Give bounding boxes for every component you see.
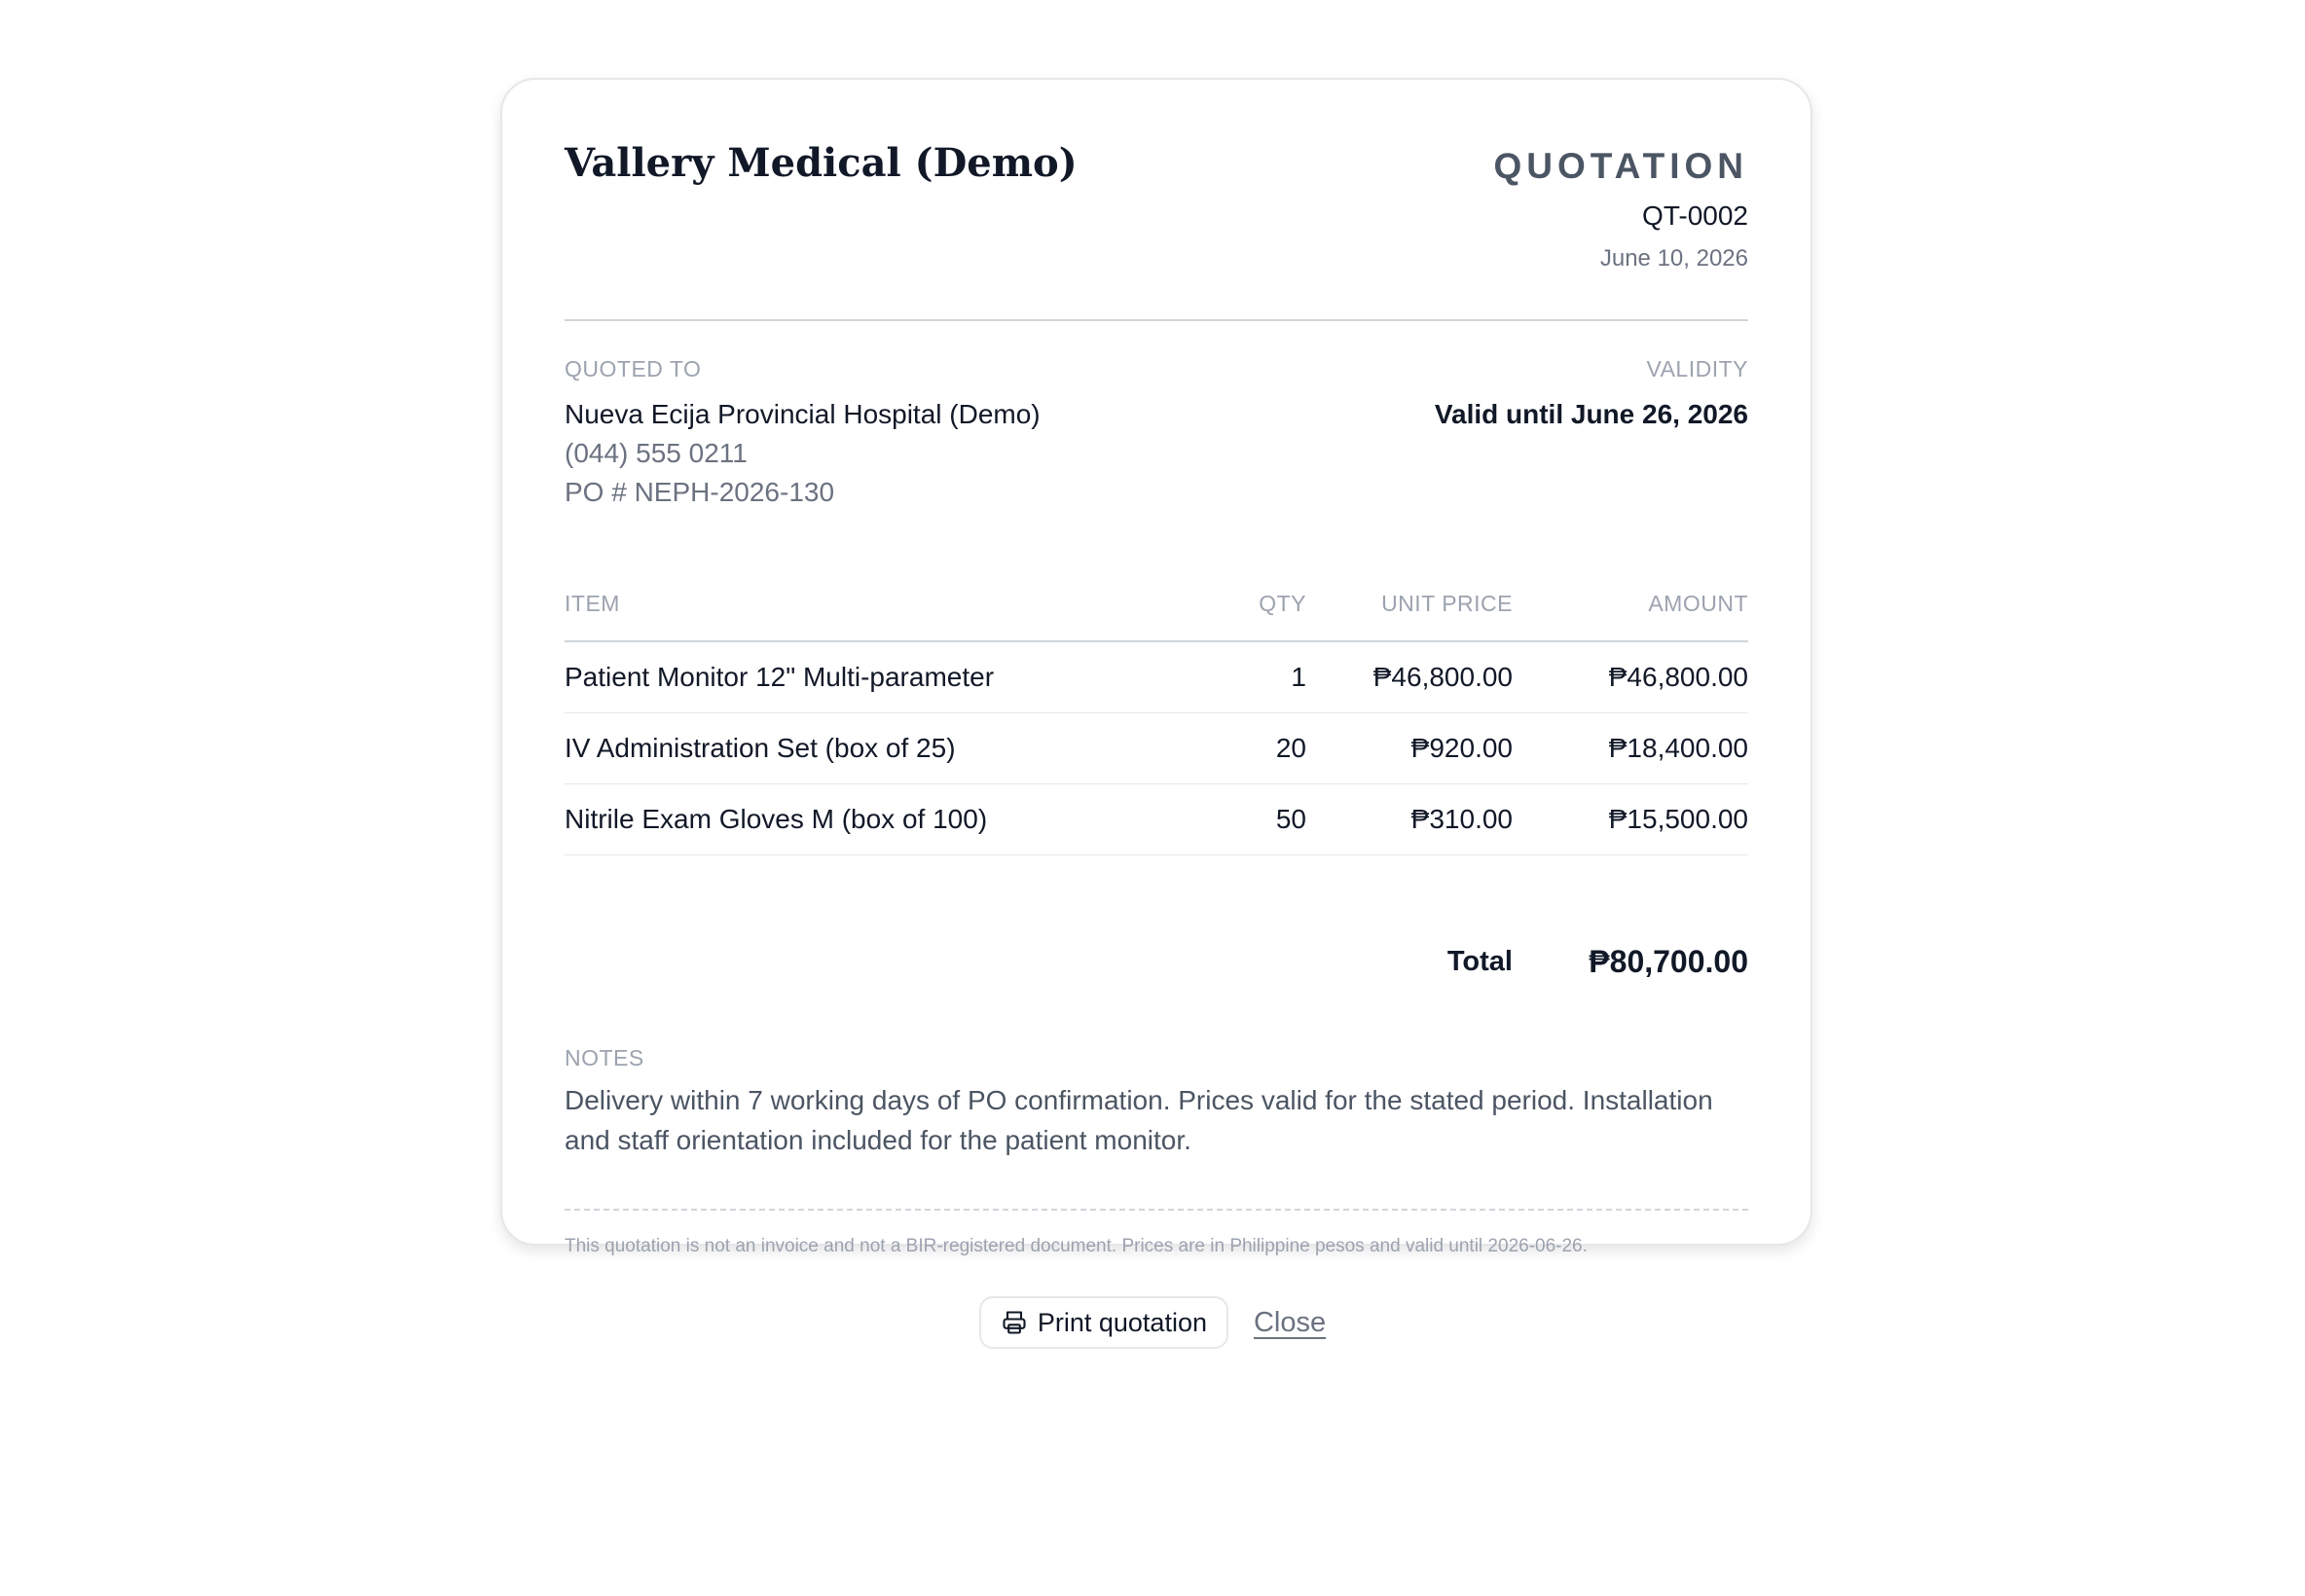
- row-amount: ₱46,800.00: [1513, 641, 1748, 713]
- quotation-number: QT-0002: [1642, 200, 1748, 231]
- column-header-amount: AMOUNT: [1513, 566, 1748, 641]
- client-phone: (044) 555 0211: [565, 438, 748, 468]
- row-qty: 1: [1189, 641, 1306, 713]
- quotation-card: [500, 78, 1812, 1256]
- validity-label: VALIDITY: [1646, 356, 1748, 381]
- header-divider: [565, 319, 1748, 321]
- company-name: Vallery Medical (Demo): [565, 140, 1078, 186]
- validity-value: Valid until June 26, 2026: [1434, 399, 1748, 429]
- disclaimer-text: This quotation is not an invoice and not a BIR-registered document. Prices are in Philippine pesos and valid until 2026-06-26.: [565, 1236, 1588, 1256]
- row-item: IV Administration Set (box of 25): [565, 713, 1189, 784]
- document-title: QUOTATION: [1493, 146, 1748, 186]
- total-label: Total: [1446, 946, 1513, 977]
- total-value: ₱80,700.00: [1589, 944, 1748, 979]
- row-unit-price: ₱46,800.00: [1306, 641, 1513, 713]
- close-link[interactable]: Close: [1253, 1306, 1327, 1338]
- table-row: [565, 784, 1748, 855]
- print-quotation-button[interactable]: [979, 1296, 1228, 1349]
- column-header-qty: QTY: [1189, 566, 1306, 641]
- row-unit-price: ₱920.00: [1306, 713, 1513, 784]
- row-amount: ₱15,500.00: [1513, 784, 1748, 855]
- action-bar: [0, 1296, 2305, 1349]
- quoted-to-label: QUOTED TO: [565, 356, 702, 381]
- printer-icon: [1001, 1309, 1028, 1336]
- client-name: Nueva Ecija Provincial Hospital (Demo): [565, 399, 1041, 429]
- row-qty: 20: [1189, 713, 1306, 784]
- client-po-number: PO # NEPH-2026-130: [565, 477, 835, 507]
- row-item: Nitrile Exam Gloves M (box of 100): [565, 784, 1189, 855]
- table-header-row: [565, 566, 1748, 641]
- table-row: [565, 641, 1748, 713]
- notes-text: Delivery within 7 working days of PO confirmation. Prices valid for the stated period. Installation and staff orientation included for the patient monitor.: [565, 1085, 1713, 1155]
- line-items-table: [565, 566, 1748, 855]
- row-item: Patient Monitor 12" Multi-parameter: [565, 641, 1189, 713]
- column-header-unit-price: UNIT PRICE: [1306, 566, 1513, 641]
- table-row: [565, 713, 1748, 784]
- print-quotation-label: Print quotation: [1037, 1307, 1207, 1337]
- column-header-item: ITEM: [565, 566, 1189, 641]
- footer-divider: [565, 1209, 1748, 1211]
- row-amount: ₱18,400.00: [1513, 713, 1748, 784]
- quotation-date: June 10, 2026: [1599, 245, 1748, 272]
- row-qty: 50: [1189, 784, 1306, 855]
- notes-label: NOTES: [565, 1045, 644, 1070]
- row-unit-price: ₱310.00: [1306, 784, 1513, 855]
